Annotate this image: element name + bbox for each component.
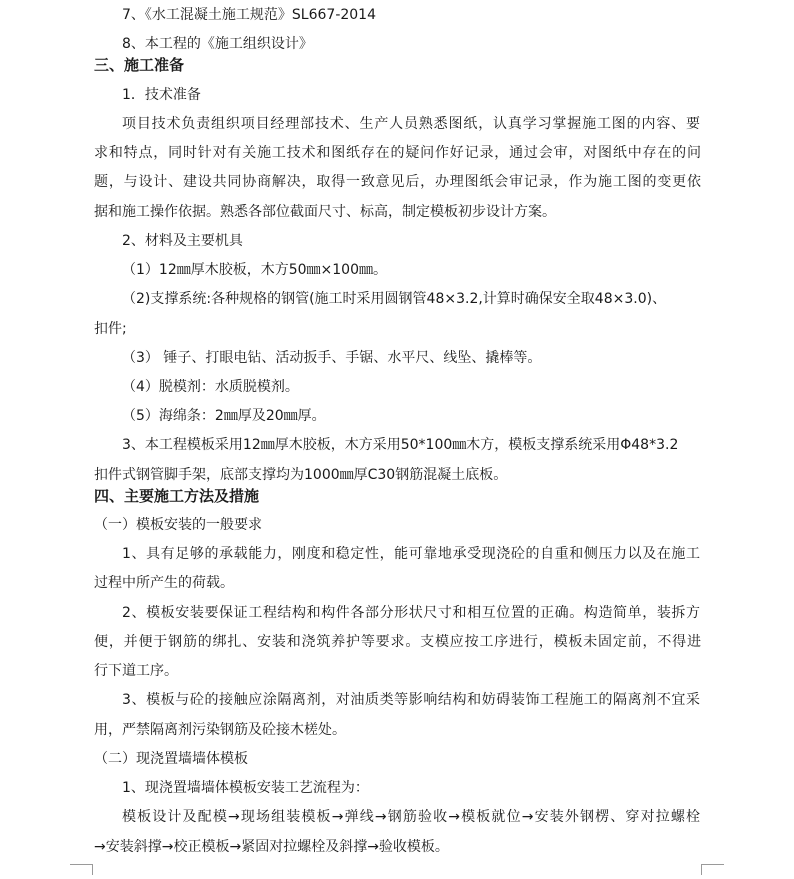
materials-item-2-line-1: （2)支撑系统:各种规格的钢管(施工时采用圆钢管48×3.2,计算时确保安全取48×3.0)、 [122,291,667,307]
general-req-p1-line-2: 过程中所产生的荷载。 [94,575,234,591]
page-corner-mark-left [70,864,93,875]
materials-item-5: （5）海绵条：2㎜厚及20㎜厚。 [122,408,326,424]
tech-prep-line-4: 据和施工操作依据。熟悉各部位截面尺寸、标高，制定模板初步设计方案。 [94,204,556,220]
materials-item-2-line-2: 扣件; [94,321,127,337]
materials-item-3: （3） 锤子、打眼电钻、活动扳手、手锯、水平尺、线坠、撬棒等。 [122,350,542,366]
general-req-p2-line-1: 2、模板安装要保证工程结构和构件各部分形状尺寸和相互位置的正确。构造简单，装拆方 [122,605,700,621]
section-4-title: 四、主要施工方法及措施 [94,487,260,505]
tech-prep-line-2: 求和特点，同时针对有关施工技术和图纸存在的疑问作好记录，通过会审，对图纸中存在的问 [94,145,701,161]
reference-item-7: 7、《水工混凝土施工规范》SL667-2014 [122,7,376,23]
tech-prep-line-3: 题，与设计、建设共同协商解决，取得一致意见后，办理图纸会审记录，作为施工图的变更依 [94,174,701,190]
general-req-p1-line-1: 1、具有足够的承载能力，刚度和稳定性，能可靠地承受现浇砼的自重和侧压力以及在施工 [122,546,700,562]
wall-formwork-flow-line-2: →安装斜撑→校正模板→紧固对拉螺栓及斜撑→验收模板。 [94,839,449,855]
general-req-p3-line-1: 3、模板与砼的接触应涂隔离剂，对油质类等影响结构和妨碍装饰工程施工的隔离剂不宜采 [122,692,700,708]
general-req-p2-line-2: 便，并便于钢筋的绑扎、安装和浇筑养护等要求。支模应按工序进行，模板未固定前，不得进 [94,634,701,650]
wall-formwork-heading: （二）现浇置墙墙体模板 [94,751,248,767]
reference-item-8: 8、本工程的《施工组织设计》 [122,36,313,52]
materials-item-1: （1）12㎜厚木胶板，木方50㎜×100㎜。 [122,262,387,278]
general-req-heading: （一）模板安装的一般要求 [94,517,262,533]
wall-formwork-p1: 1、现浇置墙墙体模板安装工艺流程为： [122,780,369,796]
tech-prep-heading: 1．技术准备 [122,87,201,103]
general-req-p2-line-3: 行下道工序。 [94,663,178,679]
wall-formwork-flow-line-1: 模板设计及配模→现场组装模板→弹线→钢筋验收→模板就位→安装外钢楞、穿对拉螺栓 [122,809,700,825]
materials-item-4: （4）脱模剂：水质脱模剂。 [122,379,299,395]
note-3-line-1: 3、本工程模板采用12㎜厚木胶板，木方采用50*100㎜木方，模板支撑系统采用Φ48*3.2 [122,437,679,453]
section-3-title: 三、施工准备 [94,56,185,74]
note-3-line-2: 扣件式钢管脚手架，底部支撑均为1000㎜厚C30钢筋混凝土底板。 [94,467,508,483]
general-req-p3-line-2: 用，严禁隔离剂污染钢筋及砼接木槎处。 [94,722,346,738]
materials-heading: 2、材料及主要机具 [122,233,243,249]
page-corner-mark-right [701,864,724,875]
tech-prep-line-1: 项目技术负责组织项目经理部技术、生产人员熟悉图纸，认真学习掌握施工图的内容、要 [122,116,700,132]
